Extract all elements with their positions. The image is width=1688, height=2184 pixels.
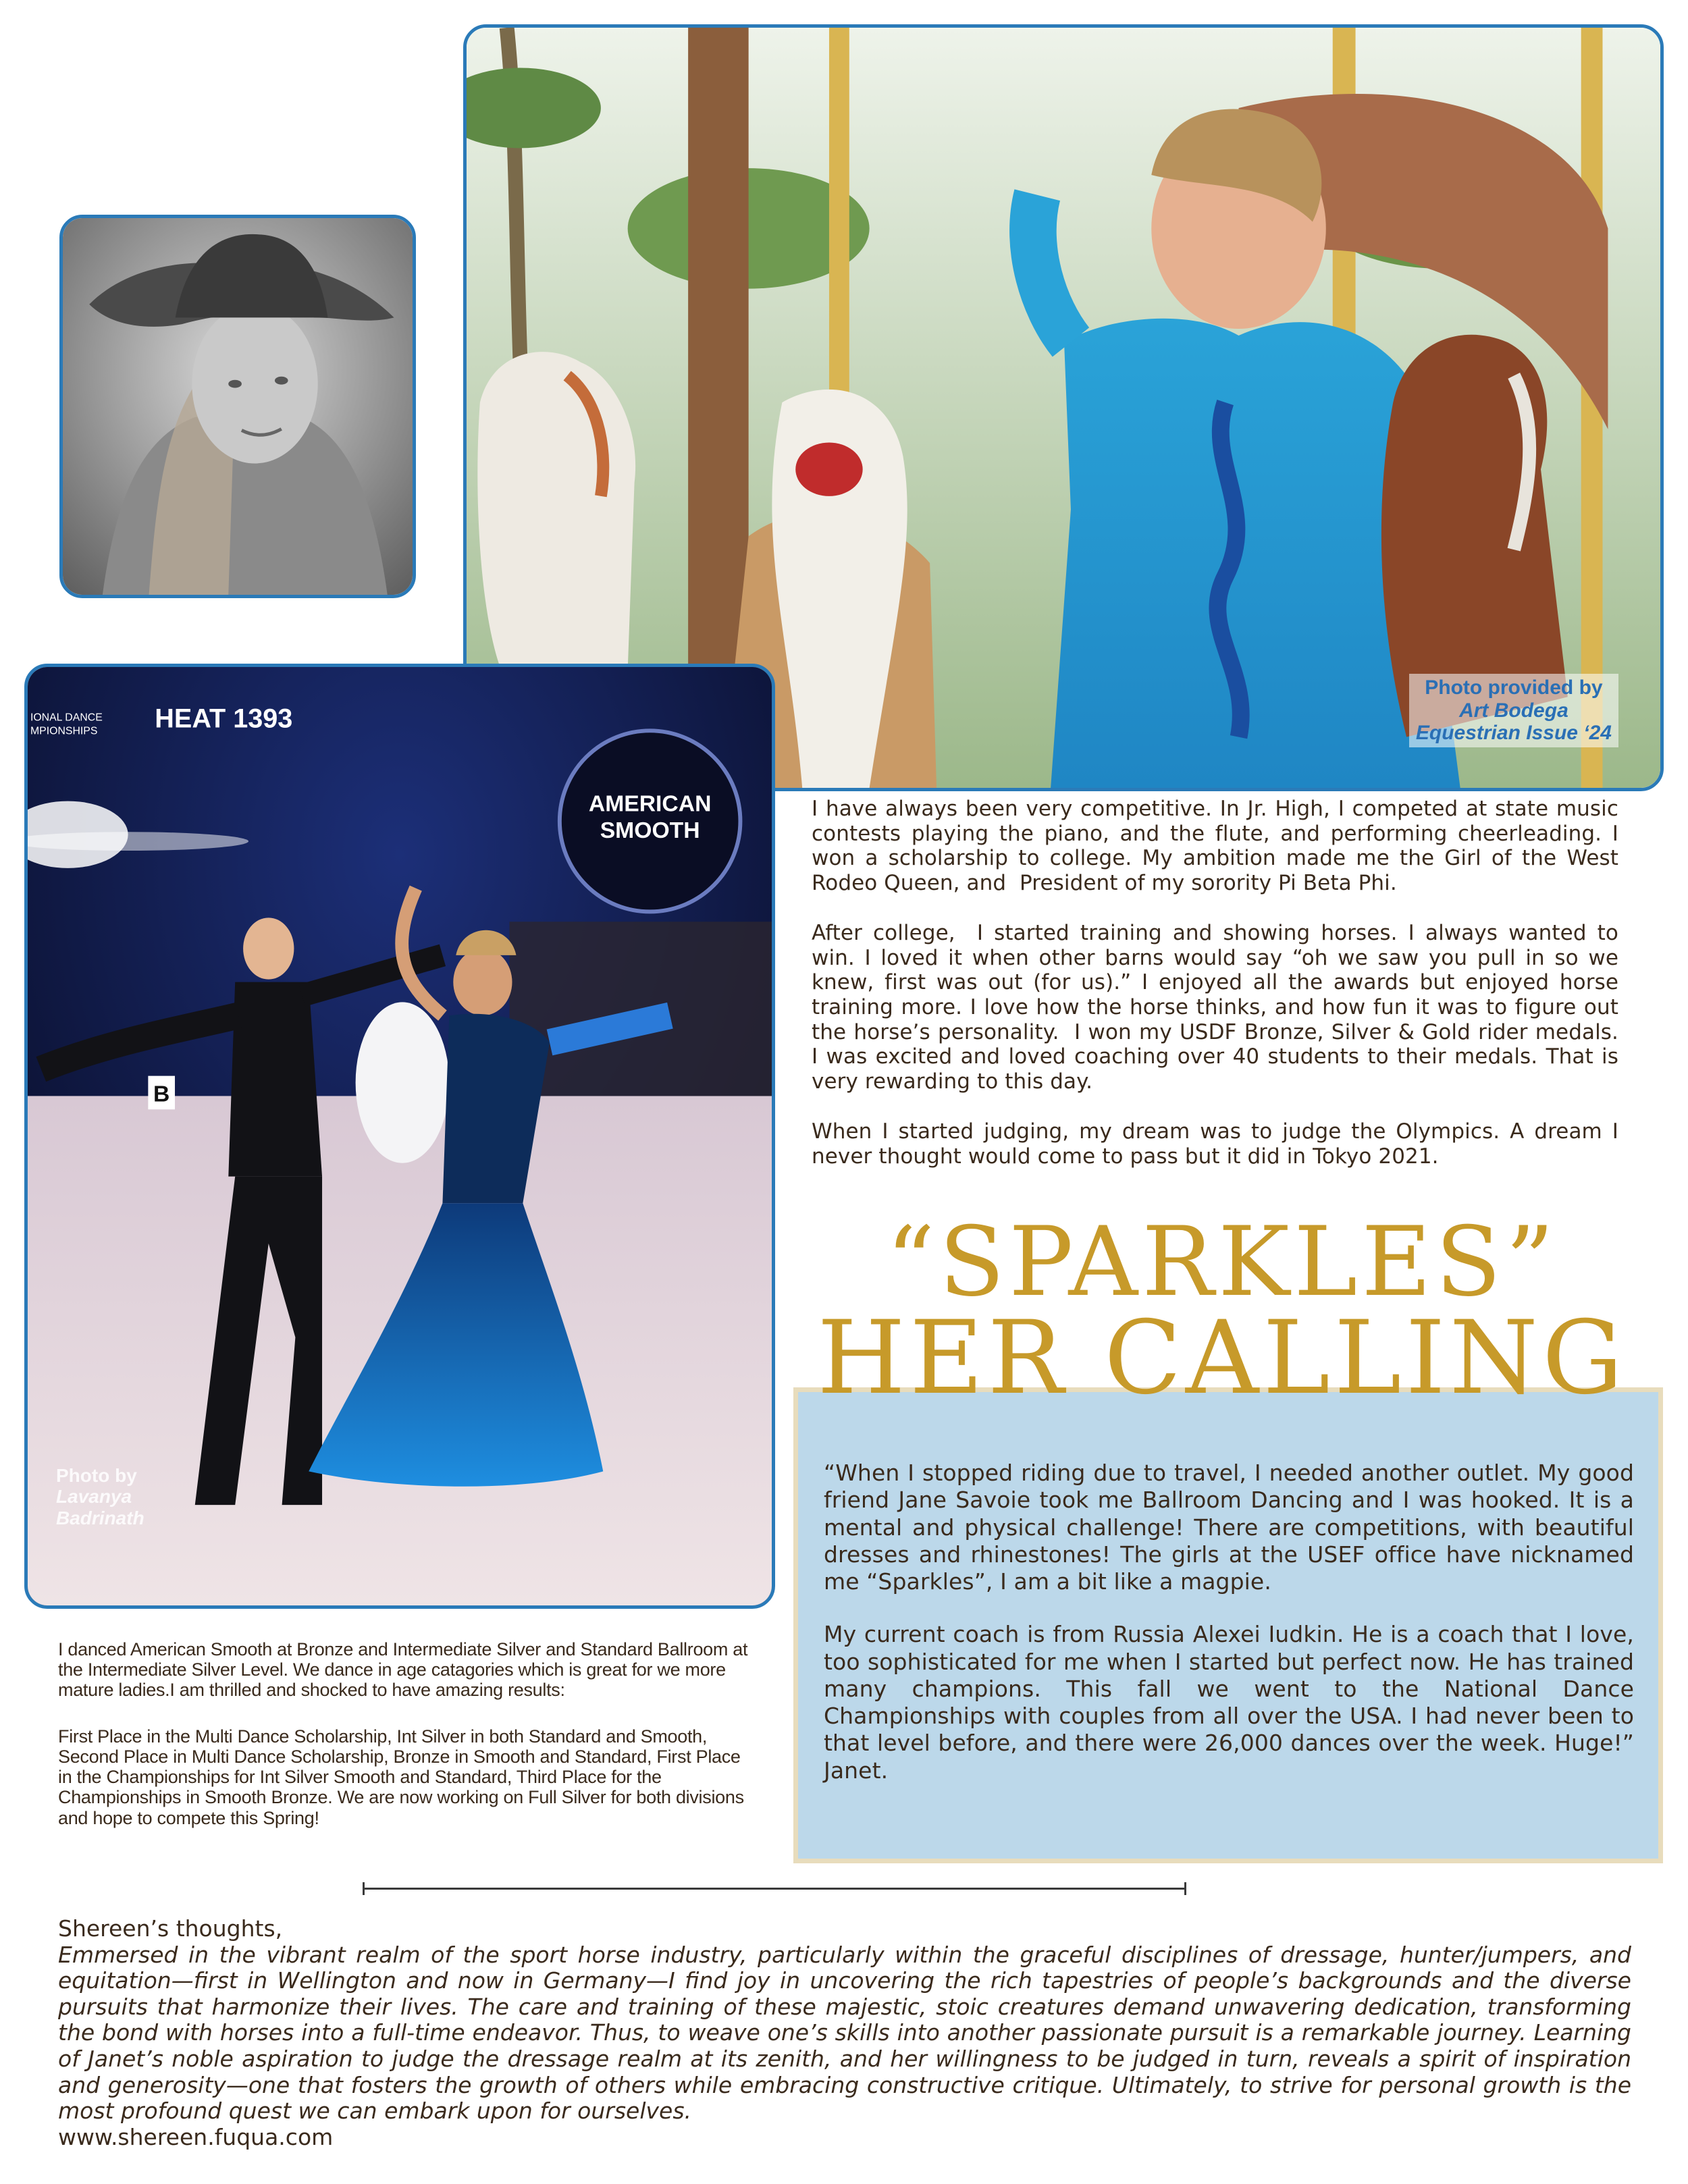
quote-text (824, 1460, 1641, 1810)
ballroom-photo (24, 664, 775, 1609)
story-paragraph: After college, I started training and showing horses. I always wanted to win. I loved it when other barns would say “oh we saw you pull in so we knew, first was out (for us).” I enjoyed all the awards but enjoyed horse training more. I love how the horse thinks, and how fun it was to figure out the horse’s personality. I won my USDF Bronze, Silver & Gold rider medals. I was excited and loved coaching over 40 students to their medals. That is very rewarding to this day. (812, 921, 1625, 1094)
screen-event-label: AMERICAN (588, 791, 712, 817)
carousel-photo-credit (1409, 674, 1618, 747)
headline-line: “SPARKLES” (886, 1206, 1558, 1318)
quote-paragraph: “When I stopped riding due to travel, I needed another outlet. My good friend Jane Savoie took me Ballroom Dancing and I was hooked. It is a mental and physical challenge! There are competitions, with beautiful dresses and rhinestones! The girls at the USEF office have nicknamed me “Sparkles”, I am a bit like a magpie. (824, 1460, 1641, 1595)
portrait-image (63, 218, 413, 595)
ballroom-photo-credit (56, 1465, 144, 1528)
screen-event-label: SMOOTH (600, 818, 700, 844)
credit-line: Equestrian Issue ‘24 (1415, 722, 1612, 745)
credit-line: Photo provided by (1425, 676, 1603, 699)
portrait-photo (59, 215, 416, 598)
screen-heat-label: HEAT 1393 (155, 703, 293, 734)
thoughts-essay: Emmersed in the vibrant realm of the sport horse industry, particularly within the graceful disciplines of dressage, hunter/jumpers, and equitation—first in Wellington and now in Germany—I find joy in uncovering the rich tapestries of people’s backgrounds and the diverse pursuits that harmonize their lives. The care and training of these majestic, stoic creatures demand unwavering dedication, transforming the bond with horses into a full-time endeavor. Thus, to weave one’s skills into another passionate pursuit is a remarkable journey. Learning of Janet’s noble aspiration to judge the dressage realm at its zenith, and her willingness to be judged in turn, reveals a spirit of inspiration and generosity—one that fosters the growth of others while embracing constructive critique. Ultimately, to strive for personal growth is the most profound quest we can embark upon for ourselves. (58, 1941, 1631, 2125)
screen-corner-label: IONAL DANCE (30, 712, 103, 724)
section-divider (363, 1888, 1186, 1890)
results-paragraph: First Place in the Multi Dance Scholarship, Int Silver in both Standard and Smooth, Second Place in Multi Dance Scholarship, Bronze in Smooth and Standard, First Place in the Championships for Int Silver Smooth and Standard, Third Place for the Championships in Smooth Bronze. We are now working on Full Silver for both divisions and hope to compete this Spring! (58, 1726, 744, 1828)
thoughts-heading: Shereen’s thoughts, (58, 1915, 283, 1942)
story-paragraph: I have always been very competitive. In Jr. High, I competed at state music contests playing the piano, and the flute, and performing cheerleading. I won a scholarship to college. My ambition made me the Girl of the West Rodeo Queen, and President of my sorority Pi Beta Phi. (812, 797, 1625, 895)
story-paragraph: When I started judging, my dream was to judge the Olympics. A dream I never thought would come to pass but it did in Tokyo 2021. (812, 1119, 1625, 1169)
article-headline (783, 1206, 1661, 1418)
credit-line: Photo by (56, 1465, 137, 1486)
floor-marker: B (153, 1081, 170, 1107)
results-paragraph: I danced American Smooth at Bronze and Intermediate Silver and Standard Ballroom at the Intermediate Silver Level. We dance in age catagories which is great for we more mature ladies.I am thrilled and shocked to have amazing results: (58, 1639, 748, 1701)
credit-line: Lavanya (56, 1486, 132, 1508)
story-right-column (812, 797, 1625, 1195)
credit-line: Art Bodega (1459, 699, 1568, 722)
headline-line: HER CALLING (817, 1300, 1627, 1418)
screen-corner-label: MPIONSHIPS (30, 725, 98, 737)
editor-thoughts (58, 1916, 1631, 2150)
quote-paragraph: My current coach is from Russia Alexei Iudkin. He is a coach that I love, too sophisticated for me when I started but perfect now. He has trained many champions. This fall we went to the National Dance Championships with couples from all over the USA. I had never been to that level before, and there were 26,000 dances over the week. Huge!” Janet. (824, 1621, 1641, 1784)
quote-box (793, 1387, 1663, 1863)
website-link[interactable]: www.shereen.fuqua.com (58, 2123, 334, 2150)
results-column (58, 1639, 754, 1854)
credit-line: Badrinath (56, 1507, 144, 1528)
